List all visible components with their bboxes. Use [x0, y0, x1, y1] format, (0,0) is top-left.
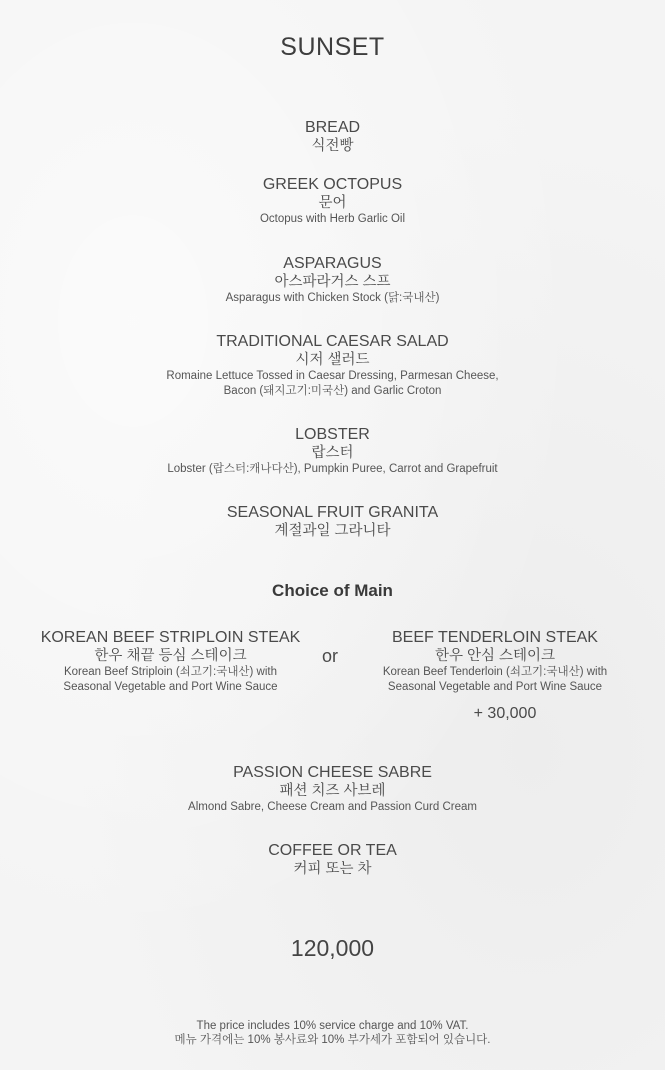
main-name-en: KOREAN BEEF STRIPLOIN STEAK — [40, 629, 301, 646]
course-name-en: ASPARAGUS — [283, 255, 382, 272]
course-name-ko: 식전빵 — [311, 138, 354, 154]
course-coffee-or-tea — [0, 841, 665, 878]
main-description: Korean Beef Striploin (쇠고기:국내산) with — [63, 666, 278, 678]
course-description: Almond Sabre, Cheese Cream and Passion Curd Cream — [188, 801, 477, 813]
menu-price: 120,000 — [290, 935, 375, 961]
course-passion-cheese-sabre — [0, 763, 665, 815]
course-description: Octopus with Herb Garlic Oil — [259, 213, 406, 225]
course-lobster — [0, 425, 665, 477]
course-description: Asparagus with Chicken Stock (닭:국내산) — [225, 292, 440, 304]
price-note — [0, 1019, 665, 1047]
course-name-ko: 커피 또는 차 — [293, 861, 372, 877]
course-name-en: PASSION CHEESE SABRE — [233, 764, 432, 781]
main-description: Korean Beef Tenderloin (쇠고기:국내산) with — [382, 666, 608, 678]
course-name-ko: 계절과일 그라니타 — [274, 523, 391, 539]
course-bread — [0, 118, 665, 155]
course-name-en: SEASONAL FRUIT GRANITA — [226, 504, 439, 521]
course-caesar-salad — [0, 332, 665, 399]
tenderloin-surcharge: + 30,000 — [473, 705, 537, 722]
course-description: Bacon (돼지고기:미국산) and Garlic Croton — [223, 385, 442, 397]
course-granita — [0, 503, 665, 540]
course-name-en: TRADITIONAL CAESAR SALAD — [216, 333, 449, 350]
course-greek-octopus — [0, 175, 665, 227]
or-separator: or — [322, 646, 339, 666]
course-name-en: LOBSTER — [295, 426, 370, 443]
course-name-ko: 아스파라거스 스프 — [274, 274, 391, 290]
course-name-en: COFFEE OR TEA — [268, 842, 397, 859]
main-option-striploin — [28, 628, 313, 695]
course-name-ko: 시저 샐러드 — [295, 352, 370, 368]
main-description: Seasonal Vegetable and Port Wine Sauce — [63, 681, 278, 693]
course-name-en: GREEK OCTOPUS — [262, 176, 403, 193]
main-name-ko: 한우 채끝 등심 스테이크 — [94, 648, 247, 664]
menu-title: SUNSET — [280, 33, 385, 61]
main-name-ko: 한우 안심 스테이크 — [434, 648, 556, 664]
course-name-ko: 문어 — [318, 195, 347, 211]
main-name-en: BEEF TENDERLOIN STEAK — [392, 629, 598, 646]
course-name-ko: 패션 치즈 사브레 — [279, 783, 386, 799]
course-description: Romaine Lettuce Tossed in Caesar Dressing, Parmesan Cheese, — [166, 370, 499, 382]
course-name-en: BREAD — [304, 119, 361, 136]
course-asparagus — [0, 254, 665, 306]
main-option-tenderloin — [350, 628, 640, 695]
course-name-ko: 랍스터 — [311, 445, 354, 461]
price-note-en: The price includes 10% service charge and 10% VAT. — [196, 1020, 469, 1032]
course-description: Lobster (랍스터:캐나다산), Pumpkin Puree, Carrot and Grapefruit — [167, 463, 498, 475]
choice-heading: Choice of Main — [272, 581, 393, 600]
price-note-ko: 메뉴 가격에는 10% 봉사료와 10% 부가세가 포함되어 있습니다. — [174, 1034, 491, 1046]
main-description: Seasonal Vegetable and Port Wine Sauce — [387, 681, 603, 693]
